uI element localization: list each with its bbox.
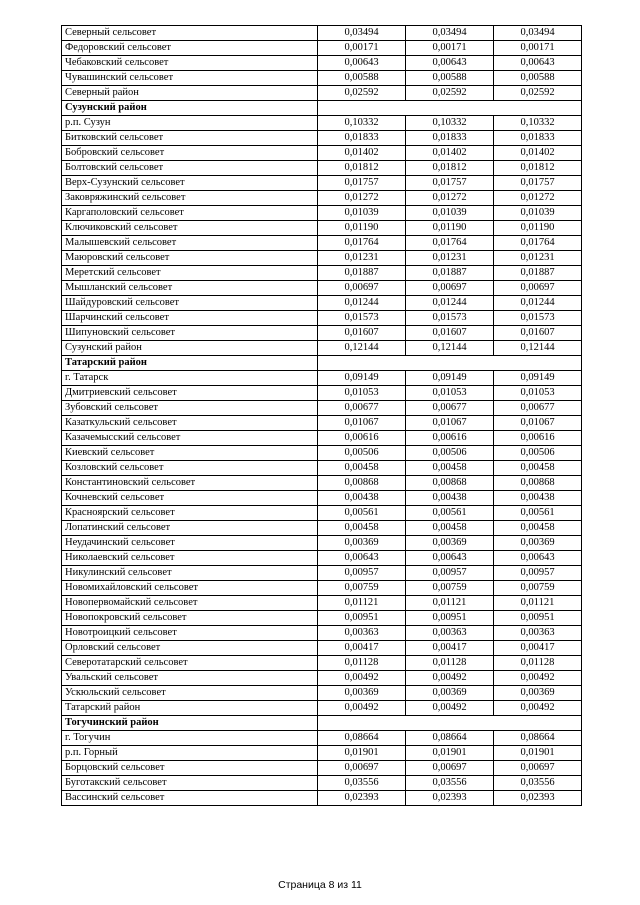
table-row (62, 266, 582, 281)
coefficient-value: 0,00506 (318, 446, 406, 461)
coefficient-value: 0,01764 (494, 236, 582, 251)
municipality-name: Константиновский сельсовет (62, 476, 318, 491)
table-row (62, 551, 582, 566)
municipality-name: Казачемысский сельсовет (62, 431, 318, 446)
coefficient-value: 0,01887 (406, 266, 494, 281)
table-row (62, 161, 582, 176)
municipality-name: Каргаполовский сельсовет (62, 206, 318, 221)
coefficient-value: 0,01833 (318, 131, 406, 146)
section-empty-cell (318, 356, 582, 371)
coefficient-value: 0,01053 (318, 386, 406, 401)
coefficient-value: 0,01231 (494, 251, 582, 266)
table-row (62, 446, 582, 461)
coefficient-value: 0,01757 (406, 176, 494, 191)
coefficient-value: 0,00492 (494, 701, 582, 716)
coefficient-value: 0,00369 (318, 536, 406, 551)
coefficient-value: 0,00363 (318, 626, 406, 641)
table-row (62, 56, 582, 71)
coefficient-value: 0,03494 (406, 26, 494, 41)
coefficient-value: 0,00369 (318, 686, 406, 701)
municipality-name: Новопокровский сельсовет (62, 611, 318, 626)
coefficient-value: 0,01573 (406, 311, 494, 326)
coefficient-value: 0,01190 (318, 221, 406, 236)
municipality-name: Лопатинский сельсовет (62, 521, 318, 536)
coefficient-value: 0,00588 (494, 71, 582, 86)
coefficient-value: 0,00643 (318, 551, 406, 566)
coefficient-value: 0,01190 (406, 221, 494, 236)
coefficient-value: 0,00417 (406, 641, 494, 656)
coefficient-value: 0,01607 (494, 326, 582, 341)
coefficient-value: 0,00588 (406, 71, 494, 86)
coefficient-value: 0,02393 (494, 791, 582, 806)
table-row (62, 731, 582, 746)
coefficient-value: 0,01833 (406, 131, 494, 146)
table-row (62, 656, 582, 671)
page-footer: Страница 8 из 11 (278, 879, 362, 891)
coefficient-value: 0,01053 (494, 386, 582, 401)
coefficient-value: 0,00171 (406, 41, 494, 56)
coefficient-value: 0,00458 (494, 521, 582, 536)
table-row (62, 41, 582, 56)
table-row (62, 521, 582, 536)
coefficient-value: 0,00759 (406, 581, 494, 596)
table-row (62, 581, 582, 596)
section-row (62, 716, 582, 731)
coefficient-value: 0,08664 (494, 731, 582, 746)
coefficient-value: 0,01039 (318, 206, 406, 221)
table-row (62, 671, 582, 686)
coefficient-value: 0,00363 (494, 626, 582, 641)
coefficient-value: 0,03556 (406, 776, 494, 791)
coefficient-value: 0,01231 (318, 251, 406, 266)
municipality-name: Новотроицкий сельсовет (62, 626, 318, 641)
municipality-name: Орловский сельсовет (62, 641, 318, 656)
table-row (62, 176, 582, 191)
coefficient-value: 0,00588 (318, 71, 406, 86)
coefficient-value: 0,01128 (494, 656, 582, 671)
coefficient-value: 0,02592 (494, 86, 582, 101)
section-row (62, 356, 582, 371)
coefficient-value: 0,12144 (494, 341, 582, 356)
coefficient-value: 0,00643 (494, 56, 582, 71)
coefficient-value: 0,00561 (406, 506, 494, 521)
coefficient-value: 0,01272 (494, 191, 582, 206)
municipality-name: Козловский сельсовет (62, 461, 318, 476)
coefficient-value: 0,00957 (406, 566, 494, 581)
coefficient-value: 0,00697 (494, 761, 582, 776)
coefficient-value: 0,03494 (318, 26, 406, 41)
table-row (62, 146, 582, 161)
coefficient-value: 0,00438 (318, 491, 406, 506)
coefficient-value: 0,01402 (494, 146, 582, 161)
municipality-name: Чебаковский сельсовет (62, 56, 318, 71)
municipality-name: Заковряжинский сельсовет (62, 191, 318, 206)
coefficient-value: 0,01573 (494, 311, 582, 326)
coefficient-value: 0,00643 (494, 551, 582, 566)
municipality-name: Мышланский сельсовет (62, 281, 318, 296)
coefficient-value: 0,01607 (318, 326, 406, 341)
municipality-name: Малышевский сельсовет (62, 236, 318, 251)
coefficient-value: 0,00369 (494, 686, 582, 701)
municipality-name: Северный сельсовет (62, 26, 318, 41)
coefficient-value: 0,00458 (318, 461, 406, 476)
coefficient-value: 0,00363 (406, 626, 494, 641)
municipality-name: р.п. Сузун (62, 116, 318, 131)
municipality-name: Новопервомайский сельсовет (62, 596, 318, 611)
coefficient-value: 0,01573 (318, 311, 406, 326)
municipality-name: Шайдуровский сельсовет (62, 296, 318, 311)
municipality-name: Кочневский сельсовет (62, 491, 318, 506)
municipality-name: Верх-Сузунский сельсовет (62, 176, 318, 191)
coefficient-value: 0,00616 (494, 431, 582, 446)
table-row (62, 641, 582, 656)
coefficient-value: 0,00697 (318, 281, 406, 296)
municipality-name: Бобровский сельсовет (62, 146, 318, 161)
municipality-name: Сузунский район (62, 341, 318, 356)
table-row (62, 116, 582, 131)
table-row (62, 476, 582, 491)
coefficient-value: 0,00616 (318, 431, 406, 446)
coefficient-value: 0,01121 (318, 596, 406, 611)
municipality-name: Николаевский сельсовет (62, 551, 318, 566)
coefficient-value: 0,03556 (494, 776, 582, 791)
municipality-name: Битковский сельсовет (62, 131, 318, 146)
coefficient-value: 0,00369 (494, 536, 582, 551)
coefficient-value: 0,00492 (318, 701, 406, 716)
table-row (62, 86, 582, 101)
coefficient-value: 0,01757 (494, 176, 582, 191)
coefficient-value: 0,09149 (318, 371, 406, 386)
coefficient-value: 0,00561 (494, 506, 582, 521)
table-row (62, 311, 582, 326)
table-row (62, 536, 582, 551)
coefficient-value: 0,00868 (494, 476, 582, 491)
section-row (62, 101, 582, 116)
municipality-name: р.п. Горный (62, 746, 318, 761)
coefficient-value: 0,01402 (406, 146, 494, 161)
coefficient-value: 0,01231 (406, 251, 494, 266)
table-row (62, 296, 582, 311)
table-row (62, 371, 582, 386)
coefficient-value: 0,01833 (494, 131, 582, 146)
municipality-name: Новомихайловский сельсовет (62, 581, 318, 596)
table-row (62, 26, 582, 41)
municipality-name: Маюровский сельсовет (62, 251, 318, 266)
coefficient-value: 0,01757 (318, 176, 406, 191)
coefficient-value: 0,09149 (406, 371, 494, 386)
coefficient-value: 0,01244 (406, 296, 494, 311)
coefficient-value: 0,00171 (318, 41, 406, 56)
municipality-name: Борцовский сельсовет (62, 761, 318, 776)
table-row (62, 71, 582, 86)
coefficient-value: 0,01067 (318, 416, 406, 431)
coefficient-value: 0,10332 (406, 116, 494, 131)
municipality-name: Краснoярский сельсовет (62, 506, 318, 521)
table-body (62, 26, 582, 806)
coefficient-value: 0,01039 (494, 206, 582, 221)
coefficient-value: 0,00957 (494, 566, 582, 581)
coefficient-value: 0,00417 (318, 641, 406, 656)
municipality-name: г. Тогучин (62, 731, 318, 746)
coefficient-value: 0,01067 (406, 416, 494, 431)
municipality-name: Никулинский сельсовет (62, 566, 318, 581)
coefficient-value: 0,01812 (406, 161, 494, 176)
table-row (62, 686, 582, 701)
coefficient-value: 0,00697 (406, 761, 494, 776)
municipality-name: Чувашинский сельсовет (62, 71, 318, 86)
coefficient-value: 0,00506 (406, 446, 494, 461)
coefficient-value: 0,00957 (318, 566, 406, 581)
municipality-name: Казаткульский сельсовет (62, 416, 318, 431)
coefficient-value: 0,01901 (318, 746, 406, 761)
coefficient-value: 0,02393 (318, 791, 406, 806)
coefficient-value: 0,00868 (406, 476, 494, 491)
coefficient-value: 0,01887 (318, 266, 406, 281)
table-row (62, 341, 582, 356)
coefficient-value: 0,01244 (494, 296, 582, 311)
section-empty-cell (318, 101, 582, 116)
table-row (62, 191, 582, 206)
coefficient-value: 0,02592 (406, 86, 494, 101)
coefficient-value: 0,00677 (406, 401, 494, 416)
coefficient-value: 0,00492 (406, 701, 494, 716)
coefficient-value: 0,01607 (406, 326, 494, 341)
table-row (62, 776, 582, 791)
coefficient-value: 0,01128 (318, 656, 406, 671)
municipality-name: Увальский сельсовет (62, 671, 318, 686)
coefficient-value: 0,00369 (406, 536, 494, 551)
municipality-name: Ключиковский сельсовет (62, 221, 318, 236)
municipality-name: Киевский сельсовет (62, 446, 318, 461)
coefficient-value: 0,00643 (406, 56, 494, 71)
coefficient-value: 0,00643 (318, 56, 406, 71)
table-row (62, 461, 582, 476)
municipality-name: г. Татарск (62, 371, 318, 386)
coefficient-value: 0,01887 (494, 266, 582, 281)
table-row (62, 131, 582, 146)
coefficient-value: 0,00458 (406, 521, 494, 536)
coefficient-value: 0,00458 (318, 521, 406, 536)
coefficient-value: 0,00561 (318, 506, 406, 521)
municipality-name: Зубовский сельсовет (62, 401, 318, 416)
coefficient-value: 0,00697 (494, 281, 582, 296)
coefficient-value: 0,00438 (406, 491, 494, 506)
table-row (62, 206, 582, 221)
table-row (62, 386, 582, 401)
coefficient-value: 0,08664 (406, 731, 494, 746)
coefficient-value: 0,00171 (494, 41, 582, 56)
coefficient-value: 0,10332 (494, 116, 582, 131)
coefficient-value: 0,01901 (494, 746, 582, 761)
coefficient-value: 0,08664 (318, 731, 406, 746)
coefficient-value: 0,00868 (318, 476, 406, 491)
coefficient-value: 0,01901 (406, 746, 494, 761)
municipality-name: Болтовский сельсовет (62, 161, 318, 176)
coefficient-value: 0,00506 (494, 446, 582, 461)
table-row (62, 626, 582, 641)
coefficient-table (61, 25, 582, 806)
coefficient-value: 0,01190 (494, 221, 582, 236)
municipality-name: Меретский сельсовет (62, 266, 318, 281)
coefficient-value: 0,01812 (318, 161, 406, 176)
coefficient-value: 0,00492 (406, 671, 494, 686)
coefficient-value: 0,01039 (406, 206, 494, 221)
coefficient-value: 0,00951 (406, 611, 494, 626)
municipality-name: Татарский район (62, 701, 318, 716)
table-row (62, 416, 582, 431)
coefficient-value: 0,00951 (318, 611, 406, 626)
coefficient-value: 0,00759 (318, 581, 406, 596)
coefficient-value: 0,01272 (318, 191, 406, 206)
municipality-name: Федоровский сельсовет (62, 41, 318, 56)
section-title: Тогучинский район (62, 716, 318, 731)
coefficient-value: 0,01764 (318, 236, 406, 251)
table-row (62, 761, 582, 776)
coefficient-value: 0,12144 (318, 341, 406, 356)
coefficient-value: 0,00697 (406, 281, 494, 296)
coefficient-value: 0,01128 (406, 656, 494, 671)
table-row (62, 701, 582, 716)
coefficient-value: 0,00677 (318, 401, 406, 416)
coefficient-value: 0,01121 (406, 596, 494, 611)
coefficient-value: 0,01272 (406, 191, 494, 206)
coefficient-value: 0,00951 (494, 611, 582, 626)
municipality-name: Ускюльский сельсовет (62, 686, 318, 701)
coefficient-value: 0,00616 (406, 431, 494, 446)
coefficient-value: 0,03494 (494, 26, 582, 41)
coefficient-value: 0,00438 (494, 491, 582, 506)
table-row (62, 236, 582, 251)
coefficient-value: 0,00492 (494, 671, 582, 686)
coefficient-value: 0,00458 (494, 461, 582, 476)
municipality-name: Шарчинский сельсовет (62, 311, 318, 326)
table-row (62, 326, 582, 341)
table-row (62, 506, 582, 521)
municipality-name: Вассинский сельсовет (62, 791, 318, 806)
coefficient-value: 0,00417 (494, 641, 582, 656)
coefficient-value: 0,02592 (318, 86, 406, 101)
coefficient-value: 0,00697 (318, 761, 406, 776)
municipality-name: Неудачинский сельсовет (62, 536, 318, 551)
table-row (62, 791, 582, 806)
table-row (62, 401, 582, 416)
coefficient-value: 0,10332 (318, 116, 406, 131)
section-title: Татарский район (62, 356, 318, 371)
coefficient-value: 0,09149 (494, 371, 582, 386)
table-row (62, 596, 582, 611)
coefficient-value: 0,01244 (318, 296, 406, 311)
coefficient-value: 0,01402 (318, 146, 406, 161)
coefficient-value: 0,00458 (406, 461, 494, 476)
table-row (62, 491, 582, 506)
coefficient-value: 0,01053 (406, 386, 494, 401)
coefficient-value: 0,02393 (406, 791, 494, 806)
table-row (62, 431, 582, 446)
coefficient-value: 0,01764 (406, 236, 494, 251)
coefficient-value: 0,03556 (318, 776, 406, 791)
coefficient-value: 0,00759 (494, 581, 582, 596)
coefficient-value: 0,12144 (406, 341, 494, 356)
table-row (62, 281, 582, 296)
coefficient-value: 0,00369 (406, 686, 494, 701)
table-row (62, 611, 582, 626)
table-row (62, 566, 582, 581)
coefficient-value: 0,00492 (318, 671, 406, 686)
municipality-name: Шипуновский сельсовет (62, 326, 318, 341)
coefficient-value: 0,01812 (494, 161, 582, 176)
municipality-name: Северотатарский сельсовет (62, 656, 318, 671)
coefficient-value: 0,01067 (494, 416, 582, 431)
section-empty-cell (318, 716, 582, 731)
table-row (62, 746, 582, 761)
coefficient-value: 0,01121 (494, 596, 582, 611)
section-title: Сузунский район (62, 101, 318, 116)
table-row (62, 221, 582, 236)
municipality-name: Северный район (62, 86, 318, 101)
table-row (62, 251, 582, 266)
coefficient-value: 0,00677 (494, 401, 582, 416)
coefficient-value: 0,00643 (406, 551, 494, 566)
municipality-name: Буготакский сельсовет (62, 776, 318, 791)
municipality-name: Дмитриевский сельсовет (62, 386, 318, 401)
